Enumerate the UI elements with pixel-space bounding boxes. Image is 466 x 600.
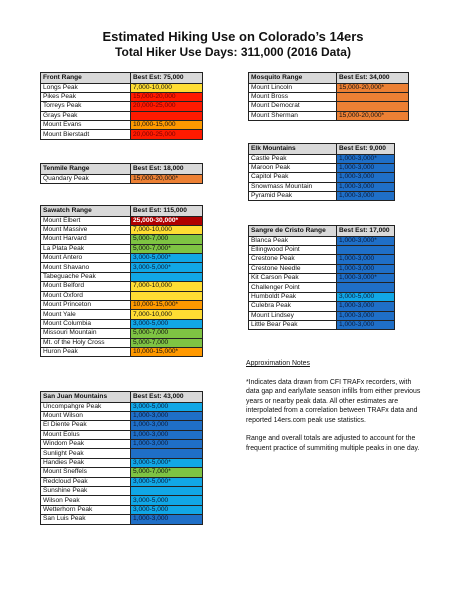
peak-row xyxy=(41,468,203,477)
range-name: Sawatch Range xyxy=(41,206,131,217)
peak-name: Mount Evans xyxy=(41,121,131,130)
peak-use-estimate: 1,000-3,000* xyxy=(337,274,395,283)
peak-use-estimate: 10,000-15,000 xyxy=(131,121,203,130)
peak-row xyxy=(41,458,203,467)
peak-row xyxy=(41,102,203,111)
peak-name: Crestone Needle xyxy=(249,264,337,273)
peak-name: Mount Shavano xyxy=(41,263,131,272)
peak-use-estimate: 1,000-3,000 xyxy=(131,440,203,449)
peak-row xyxy=(249,283,395,292)
peak-name: Mount Bierstadt xyxy=(41,130,131,139)
peak-use-estimate: 1,000-3,000 xyxy=(337,192,395,201)
peak-name: Mount Oxford xyxy=(41,291,131,300)
peak-use-estimate: 15,000-20,000* xyxy=(337,83,409,92)
peak-use-estimate: 20,000-25,000 xyxy=(131,102,203,111)
peak-use-estimate: 1,000-3,000 xyxy=(337,321,395,330)
peak-row xyxy=(249,92,409,101)
range-header-row xyxy=(41,164,203,175)
peak-use-estimate: 7,000-10,000 xyxy=(131,225,203,234)
peak-use-estimate: 3,000-5,000* xyxy=(131,263,203,272)
peak-use-estimate xyxy=(131,291,203,300)
peak-name: Snowmass Mountain xyxy=(249,182,337,191)
peak-name: Crestone Peak xyxy=(249,255,337,264)
peak-use-estimate: 7,000-10,000 xyxy=(131,83,203,92)
peak-use-estimate: 5,000-7,000 xyxy=(131,235,203,244)
peak-row xyxy=(41,83,203,92)
peak-use-estimate: 15,000-20,000* xyxy=(131,174,203,183)
peak-name: Mount Lincoln xyxy=(249,83,337,92)
peak-row xyxy=(249,321,395,330)
peak-use-estimate: 3,000-5,000* xyxy=(131,477,203,486)
peak-use-estimate: 15,000-20,000 xyxy=(131,92,203,101)
range-name: Elk Mountains xyxy=(249,144,337,155)
peak-use-estimate: 5,000-7,000 xyxy=(131,338,203,347)
peak-use-estimate: 1,000-3,000 xyxy=(131,430,203,439)
peak-use-estimate: 3,000-5,000* xyxy=(131,458,203,467)
peak-row xyxy=(41,411,203,420)
range-table xyxy=(248,72,409,121)
peak-name: Mount Sherman xyxy=(249,111,337,120)
peak-use-estimate: 1,000-3,000 xyxy=(337,302,395,311)
peak-use-estimate: 1,000-3,000 xyxy=(337,311,395,320)
range-name: Tenmile Range xyxy=(41,164,131,175)
range-estimate: Best Est: 34,000 xyxy=(337,73,409,84)
range-estimate: Best Est: 43,000 xyxy=(131,392,203,403)
peak-use-estimate: 3,000-5,000* xyxy=(131,254,203,263)
peak-use-estimate: 5,000-7,000* xyxy=(131,468,203,477)
peak-use-estimate: 3,000-5,000 xyxy=(131,319,203,328)
peak-use-estimate xyxy=(337,283,395,292)
peak-name: Mount Sneffels xyxy=(41,468,131,477)
peak-row xyxy=(41,310,203,319)
peak-row xyxy=(249,182,395,191)
peak-row xyxy=(41,421,203,430)
range-table xyxy=(248,143,395,201)
peak-row xyxy=(41,347,203,356)
range-estimate: Best Est: 115,000 xyxy=(131,206,203,217)
peak-row xyxy=(249,163,395,172)
peak-use-estimate: 1,000-3,000 xyxy=(337,163,395,172)
peak-row xyxy=(41,515,203,524)
peak-name: La Plata Peak xyxy=(41,244,131,253)
peak-row xyxy=(249,302,395,311)
peak-use-estimate xyxy=(337,102,409,111)
peak-name: Mount Elbert xyxy=(41,216,131,225)
peak-use-estimate: 1,000-3,000 xyxy=(337,173,395,182)
peak-name: Maroon Peak xyxy=(249,163,337,172)
peak-row xyxy=(249,192,395,201)
peak-row xyxy=(249,292,395,301)
peak-use-estimate: 5,000-7,000 xyxy=(131,329,203,338)
peak-use-estimate xyxy=(337,245,395,254)
peak-name: Castle Peak xyxy=(249,154,337,163)
notes-title: Approximation Notes xyxy=(246,360,310,367)
notes-paragraph: *Indicates data drawn from CFI TRAFx recorders, with data gap and early/late season infills from either previous years or nearby peak data. All other estimates are interpolated from a correlation between TRAFx data and reported 14ers.com peak use statistics. xyxy=(246,378,421,424)
peak-name: Redcloud Peak xyxy=(41,477,131,486)
peak-use-estimate: 1,000-3,000* xyxy=(337,236,395,245)
peak-row xyxy=(41,487,203,496)
peak-row xyxy=(41,301,203,310)
peak-row xyxy=(41,216,203,225)
range-header-row xyxy=(41,392,203,403)
peak-name: Torreys Peak xyxy=(41,102,131,111)
peak-use-estimate: 10,000-15,000* xyxy=(131,347,203,356)
range-estimate: Best Est: 75,000 xyxy=(131,73,203,84)
range-table xyxy=(40,72,203,140)
peak-use-estimate: 7,000-10,000 xyxy=(131,282,203,291)
peak-name: Mount Wilson xyxy=(41,411,131,420)
peak-use-estimate: 3,000-5,000 xyxy=(131,505,203,514)
range-header-row xyxy=(41,206,203,217)
peak-row xyxy=(249,264,395,273)
peak-name: Pikes Peak xyxy=(41,92,131,101)
peak-row xyxy=(41,174,203,183)
range-header-row xyxy=(249,226,395,237)
peak-row xyxy=(41,496,203,505)
peak-use-estimate: 25,000-30,000* xyxy=(131,216,203,225)
peak-name: Mount Yale xyxy=(41,310,131,319)
peak-row xyxy=(41,263,203,272)
peak-use-estimate xyxy=(131,111,203,120)
peak-row xyxy=(41,121,203,130)
peak-name: Capitol Peak xyxy=(249,173,337,182)
peak-row xyxy=(41,244,203,253)
range-name: Mosquito Range xyxy=(249,73,337,84)
peak-name: Mount Lindsey xyxy=(249,311,337,320)
peak-name: Grays Peak xyxy=(41,111,131,120)
range-estimate: Best Est: 9,000 xyxy=(337,144,395,155)
peak-row xyxy=(41,319,203,328)
peak-use-estimate: 1,000-3,000 xyxy=(337,264,395,273)
peak-name: Humboldt Peak xyxy=(249,292,337,301)
peak-row xyxy=(249,236,395,245)
peak-use-estimate: 3,000-5,000 xyxy=(337,292,395,301)
peak-row xyxy=(249,255,395,264)
peak-use-estimate: 1,000-3,000* xyxy=(337,154,395,163)
peak-row xyxy=(41,272,203,281)
peak-name: Windom Peak xyxy=(41,440,131,449)
page-subtitle: Total Hiker Use Days: 311,000 (2016 Data) xyxy=(115,45,351,59)
peak-row xyxy=(41,430,203,439)
peak-row xyxy=(41,477,203,486)
peak-row xyxy=(249,274,395,283)
peak-name: Mount Eolus xyxy=(41,430,131,439)
peak-name: Challenger Point xyxy=(249,283,337,292)
peak-name: Wetterhorn Peak xyxy=(41,505,131,514)
peak-row xyxy=(41,329,203,338)
peak-name: San Luis Peak xyxy=(41,515,131,524)
peak-name: Ellingwood Point xyxy=(249,245,337,254)
peak-row xyxy=(41,291,203,300)
range-estimate: Best Est: 18,000 xyxy=(131,164,203,175)
peak-row xyxy=(249,154,395,163)
peak-name: Pyramid Peak xyxy=(249,192,337,201)
peak-name: Huron Peak xyxy=(41,347,131,356)
peak-use-estimate: 10,000-15,000* xyxy=(131,301,203,310)
peak-row xyxy=(41,338,203,347)
peak-name: Wilson Peak xyxy=(41,496,131,505)
peak-use-estimate: 15,000-20,000* xyxy=(337,111,409,120)
peak-row xyxy=(41,440,203,449)
peak-name: Sunshine Peak xyxy=(41,487,131,496)
peak-row xyxy=(249,83,409,92)
peak-row xyxy=(249,311,395,320)
peak-name: Little Bear Peak xyxy=(249,321,337,330)
peak-name: Mount Harvard xyxy=(41,235,131,244)
peak-use-estimate: 1,000-3,000 xyxy=(337,255,395,264)
peak-row xyxy=(249,102,409,111)
peak-row xyxy=(41,402,203,411)
range-table xyxy=(40,163,203,184)
peak-name: Mount Belford xyxy=(41,282,131,291)
peak-use-estimate xyxy=(131,449,203,458)
range-name: Front Range xyxy=(41,73,131,84)
peak-name: Mount Antero xyxy=(41,254,131,263)
peak-name: Sunlight Peak xyxy=(41,449,131,458)
peak-row xyxy=(41,449,203,458)
peak-use-estimate: 20,000-25,000 xyxy=(131,130,203,139)
peak-use-estimate: 7,000-10,000 xyxy=(131,310,203,319)
range-header-row xyxy=(249,144,395,155)
peak-name: Uncompahgre Peak xyxy=(41,402,131,411)
peak-row xyxy=(41,282,203,291)
peak-use-estimate: 1,000-3,000 xyxy=(131,411,203,420)
peak-name: Mount Democrat xyxy=(249,102,337,111)
range-header-row xyxy=(249,73,409,84)
peak-use-estimate: 3,000-5,000 xyxy=(131,496,203,505)
peak-name: El Diente Peak xyxy=(41,421,131,430)
peak-use-estimate: 1,000-3,000 xyxy=(337,182,395,191)
peak-name: Tabeguache Peak xyxy=(41,272,131,281)
peak-use-estimate: 1,000-3,000 xyxy=(131,421,203,430)
peak-row xyxy=(41,254,203,263)
peak-name: Mount Princeton xyxy=(41,301,131,310)
peak-row xyxy=(41,235,203,244)
peak-name: Mount Columbia xyxy=(41,319,131,328)
peak-name: Mount Bross xyxy=(249,92,337,101)
peak-name: Missouri Mountain xyxy=(41,329,131,338)
range-table xyxy=(248,225,395,330)
peak-use-estimate: 5,000-7,000* xyxy=(131,244,203,253)
peak-name: Longs Peak xyxy=(41,83,131,92)
peak-row xyxy=(249,245,395,254)
peak-name: Culebra Peak xyxy=(249,302,337,311)
peak-name: Kit Carson Peak xyxy=(249,274,337,283)
range-table xyxy=(40,205,203,357)
peak-row xyxy=(41,92,203,101)
notes-paragraph: Range and overall totals are adjusted to account for the frequent practice of summiting multiple peaks in one day. xyxy=(246,435,420,452)
peak-name: Handies Peak xyxy=(41,458,131,467)
approximation-notes xyxy=(246,359,426,462)
peak-row xyxy=(41,130,203,139)
peak-row xyxy=(41,225,203,234)
page-title: Estimated Hiking Use on Colorado’s 14ers xyxy=(102,29,364,44)
peak-row xyxy=(249,111,409,120)
peak-use-estimate xyxy=(131,272,203,281)
range-estimate: Best Est: 17,000 xyxy=(337,226,395,237)
peak-name: Mt. of the Holy Cross xyxy=(41,338,131,347)
peak-row xyxy=(41,505,203,514)
peak-use-estimate xyxy=(131,487,203,496)
peak-row xyxy=(41,111,203,120)
peak-name: Mount Massive xyxy=(41,225,131,234)
peak-name: Blanca Peak xyxy=(249,236,337,245)
range-name: San Juan Mountains xyxy=(41,392,131,403)
peak-row xyxy=(249,173,395,182)
range-name: Sangre de Cristo Range xyxy=(249,226,337,237)
peak-use-estimate: 3,000-5,000 xyxy=(131,402,203,411)
range-header-row xyxy=(41,73,203,84)
peak-name: Quandary Peak xyxy=(41,174,131,183)
peak-use-estimate xyxy=(337,92,409,101)
peak-use-estimate: 1,000-3,000 xyxy=(131,515,203,524)
range-table xyxy=(40,391,203,525)
